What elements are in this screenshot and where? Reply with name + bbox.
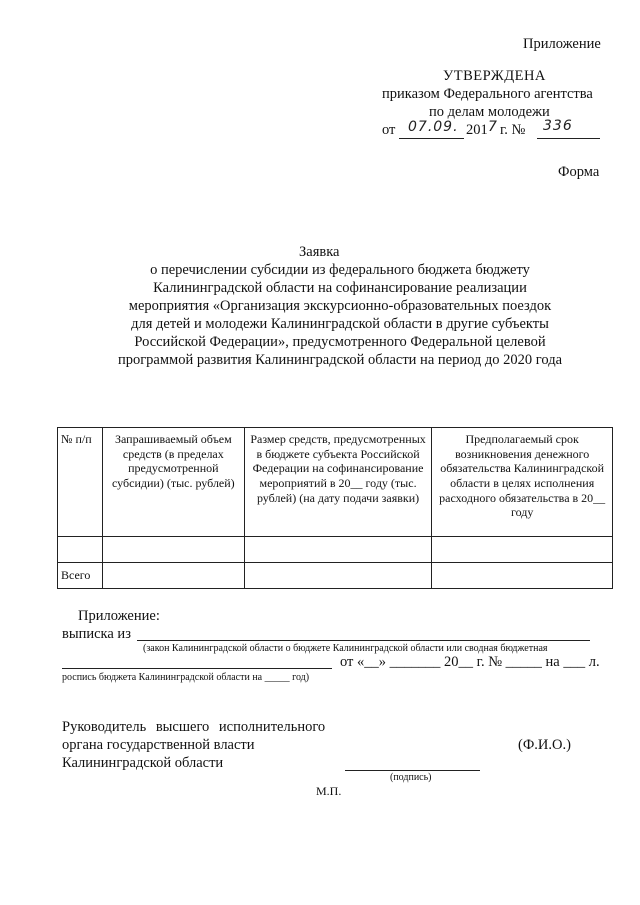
- table-cell: [58, 537, 103, 563]
- approved-label: УТВЕРЖДЕНА: [443, 68, 546, 84]
- signatory-line-2: органа государственной власти: [62, 737, 255, 753]
- header-cell-budget-funds: Размер средств, предусмотренных в бюджете субъекта Российской Федерации на софинансирование мероприятий в 20__ году (тыс. рублей) (на дату подачи заявки): [244, 428, 432, 537]
- number-prefix: г. №: [500, 122, 526, 138]
- appendix-label: Приложение: [523, 36, 601, 52]
- title-line-5: Российской Федерации», предусмотренного Федеральной целевой: [134, 334, 546, 350]
- header-cell-obligation-term: Предполагаемый срок возникновения денежного обязательства Калининградской области в целях исполнения расходного обязательства в 20__ году: [432, 428, 613, 537]
- date-underline: [399, 138, 464, 139]
- form-label: Форма: [558, 164, 600, 180]
- header-cell-number: № п/п: [58, 428, 103, 537]
- table-cell: [102, 563, 244, 589]
- signatory-line-1: Руководитель высшего исполнительного: [62, 719, 326, 735]
- table-row: [58, 537, 613, 563]
- schedule-line: [62, 668, 332, 669]
- table-header-row: [58, 428, 613, 537]
- table-cell: [244, 537, 432, 563]
- stamp-label: М.П.: [316, 784, 342, 798]
- number-underline: [537, 138, 600, 139]
- title-line-2: Калининградской области на софинансирование реализации: [153, 280, 527, 296]
- attachment-label: Приложение:: [78, 608, 160, 624]
- schedule-hint: роспись бюджета Калининградской области на _____ год): [62, 672, 310, 683]
- fio-label: (Ф.И.О.): [518, 737, 571, 753]
- title-line-6: программой развития Калининградской области на период до 2020 года: [117, 352, 563, 368]
- header-cell-requested: Запрашиваемый объем средств (в пределах предусмотренной субсидии) (тыс. рублей): [102, 428, 244, 537]
- table-cell: [432, 563, 613, 589]
- handwritten-year-digit: 7: [488, 119, 497, 135]
- request-table: [57, 427, 613, 589]
- title-line-3: мероприятия «Организация экскурсионно-образовательных поездок: [128, 298, 552, 314]
- table-cell: [102, 537, 244, 563]
- title-line-4: для детей и молодежи Калининградской области в другие субъекты: [131, 316, 549, 332]
- extract-from-label: выписка из: [62, 626, 131, 642]
- year-prefix: 201: [466, 122, 488, 138]
- extract-source-line: [137, 640, 590, 641]
- date-prefix: от: [382, 122, 396, 138]
- signature-hint: (подпись): [390, 772, 432, 783]
- order-line-2: по делам молодежи: [429, 104, 550, 120]
- order-line-1: приказом Федерального агентства: [382, 86, 593, 102]
- table-cell: [244, 563, 432, 589]
- handwritten-date: 07.09.: [408, 119, 459, 135]
- signature-line: [345, 770, 480, 771]
- request-heading: Заявка: [299, 244, 340, 260]
- law-hint: (закон Калининградской области о бюджете Калининградской области или сводная бюджетная: [143, 643, 548, 654]
- handwritten-number: 336: [543, 118, 573, 134]
- from-date-line: от «__» _______ 20__ г. № _____ на ___ л.: [340, 654, 600, 670]
- title-line-1: о перечислении субсидии из федерального бюджета бюджету: [150, 262, 530, 278]
- total-label: Всего: [58, 563, 103, 589]
- signatory-line-3: Калининградской области: [62, 755, 224, 771]
- total-row: [58, 563, 613, 589]
- table-cell: [432, 537, 613, 563]
